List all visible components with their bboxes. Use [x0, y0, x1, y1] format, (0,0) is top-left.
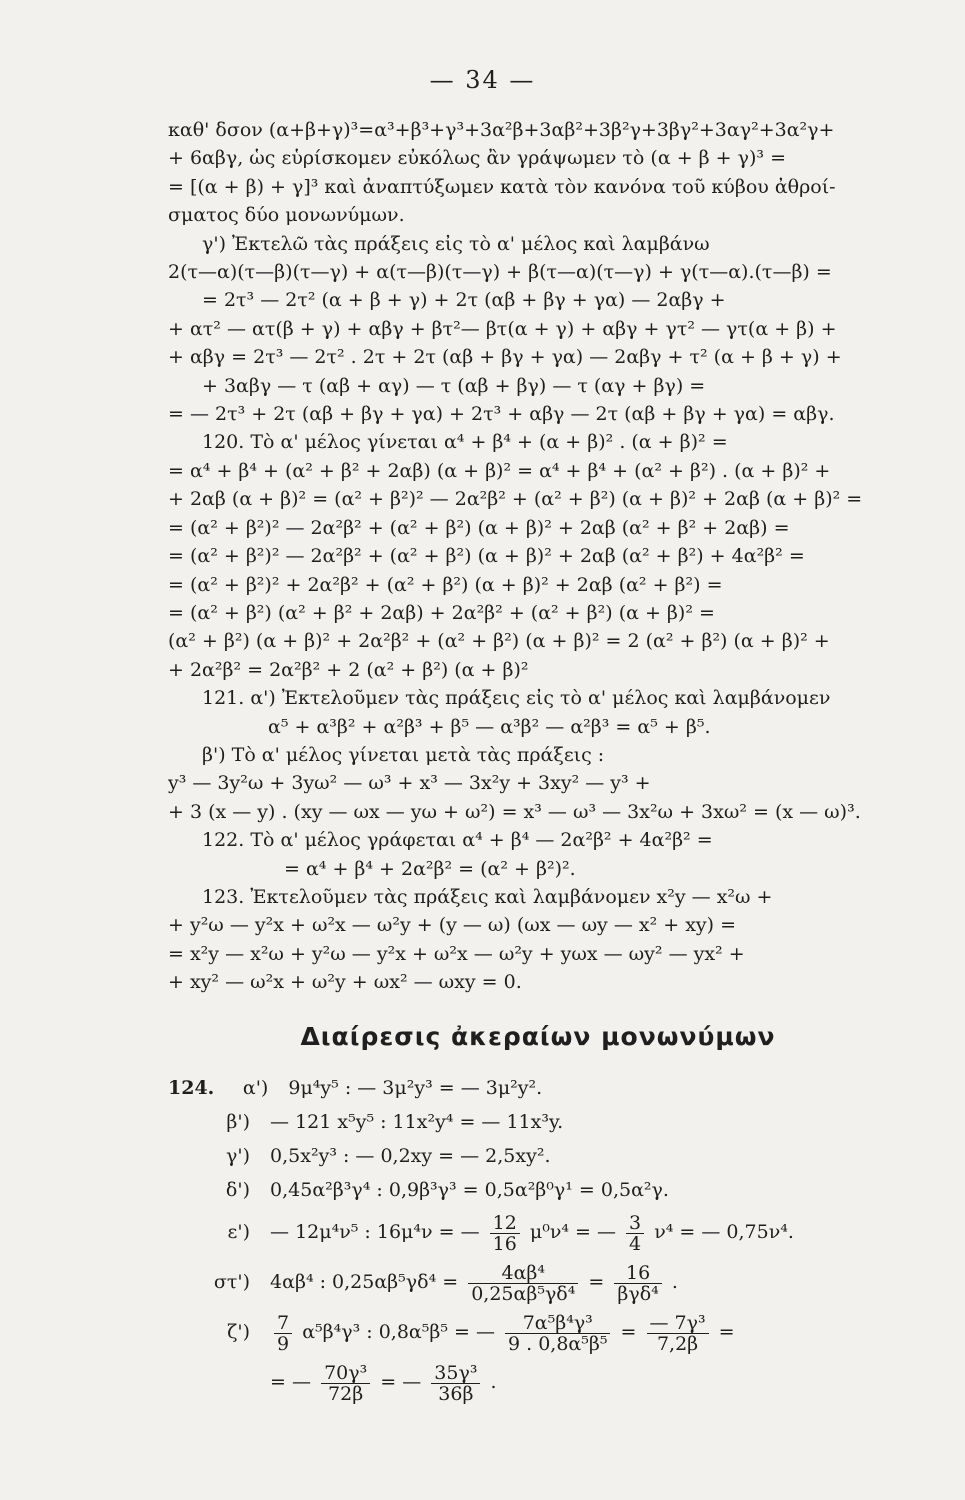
fraction-numerator: 7α⁵β⁴γ³ — [505, 1313, 610, 1334]
fraction-denominator: βγδ⁴ — [617, 1282, 659, 1305]
exercise-124-st — [168, 1257, 908, 1307]
text-line: + 2αβ (α + β)² = (α² + β²)² — 2α²β² + (α² + β²) (α + β)² + 2αβ (α + β)² = — [168, 488, 863, 511]
text-line: + xy² — ω²x + ω²y + ωx² — ωxy = 0. — [168, 971, 522, 994]
item-label: α') — [242, 1077, 269, 1099]
item-text: 0,45α²β³γ⁴ : 0,9β³γ³ = 0,5α²β⁰γ¹ = 0,5α²γ. — [270, 1179, 669, 1201]
fraction-denominator: 7,2β — [656, 1332, 699, 1355]
exercise-120-line: 120. Τὸ α' μέλος γίνεται α⁴ + β⁴ + (α + β)² . (α + β)² = — [202, 431, 728, 454]
item-text: = — — [380, 1371, 422, 1393]
text-line: σματος δύο μονωνύμων. — [168, 204, 405, 227]
item-text: ν⁴ = — 0,75ν⁴. — [654, 1221, 794, 1243]
fraction-numerator: 35γ³ — [431, 1363, 480, 1384]
text-line: + αβγ = 2τ³ — 2τ² . 2τ + 2τ (αβ + βγ + γα) — 2αβγ + τ² (α + β + γ) + — [168, 346, 842, 369]
text-line: = (α² + β²)² + 2α²β² + (α² + β²) (α + β)² + 2αβ (α² + β²) = — [168, 573, 723, 596]
fraction-denominator: 9 — [277, 1332, 290, 1355]
fraction — [321, 1363, 370, 1404]
text-line: καθ' δσον (α+β+γ)³=α³+β³+γ³+3α²β+3αβ²+3β²γ+3βγ²+3αγ²+3α²γ+ — [168, 119, 835, 141]
fraction — [647, 1313, 709, 1354]
text-line: 2(τ—α)(τ—β)(τ—γ) + α(τ—β)(τ—γ) + β(τ—α)(τ—γ) + γ(τ—α).(τ—β) = — [168, 261, 832, 284]
fraction — [490, 1213, 520, 1254]
item-text: — 121 x⁵y⁵ : 11x²y⁴ = — 11x³y. — [270, 1111, 564, 1133]
item-label: ε') — [227, 1221, 250, 1243]
fraction-denominator: 36β — [438, 1382, 474, 1405]
fraction-numerator: 12 — [490, 1213, 520, 1234]
text-line: = (α² + β²)² — 2α²β² + (α² + β²) (α + β)² + 2αβ (α² + β² + 2αβ) = — [168, 516, 790, 539]
text-line: β') Τὸ α' μέλος γίνεται μετὰ τὰς πράξεις : — [202, 743, 605, 766]
fraction-denominator: 9 . 0,8α⁵β⁵ — [508, 1332, 608, 1355]
exercise-124-b — [168, 1105, 908, 1139]
exercise-124-e — [168, 1207, 908, 1257]
fraction-denominator: 4 — [629, 1232, 642, 1255]
text-line: = [(α + β) + γ]³ καὶ ἀναπτύξωμεν κατὰ τὸν κανόνα τοῦ κύβου ἀθροί- — [168, 175, 836, 198]
page-number: — 34 — — [429, 66, 536, 94]
fraction — [468, 1263, 578, 1304]
text-line: + y²ω — y²x + ω²x — ω²y + (y — ω) (ωx — ωy — x² + xy) = — [168, 914, 737, 937]
section-title: Διαίρεσις ἀκεραίων μονωνύμων — [300, 1021, 776, 1051]
fraction-numerator: 3 — [626, 1213, 644, 1234]
fraction — [431, 1363, 480, 1404]
item-text: = — [718, 1321, 735, 1343]
item-text: . — [671, 1271, 678, 1293]
text-line: y³ — 3y²ω + 3yω² — ω³ + x³ — 3x²y + 3xy² — y³ + — [168, 772, 651, 795]
fraction-denominator: 72β — [328, 1382, 364, 1405]
item-label: γ') — [226, 1145, 250, 1167]
item-label: δ') — [225, 1179, 250, 1201]
text-line: = 2τ³ — 2τ² (α + β + γ) + 2τ (αβ + βγ + γα) — 2αβγ + — [202, 289, 726, 312]
text-line: + 6αβγ, ὡς εὑρίσκομεν εὐκόλως ἂν γράψωμεν τὸ (α + β + γ)³ = — [168, 147, 786, 170]
text-line: = x²y — x²ω + y²ω — y²x + ω²x — ω²y + yωx — ωy² — yx² + — [168, 942, 745, 965]
fraction — [626, 1213, 644, 1254]
exercise-122-line: 122. Τὸ α' μέλος γράφεται α⁴ + β⁴ — 2α²β² + 4α²β² = — [202, 829, 713, 852]
text-line: + 3αβγ — τ (αβ + αγ) — τ (αβ + βγ) — τ (αγ + βγ) = — [202, 374, 706, 397]
item-text: μ⁰ν⁴ = — — [529, 1221, 616, 1243]
page-content — [168, 116, 908, 1407]
item-text: α⁵β⁴γ³ : 0,8α⁵β⁵ = — — [302, 1321, 495, 1343]
item-label: στ') — [213, 1271, 250, 1293]
item-text: . — [490, 1371, 497, 1393]
exercise-124-c — [168, 1139, 908, 1173]
item-text: — 12μ⁴ν⁵ : 16μ⁴ν = — — [270, 1221, 480, 1243]
exercise-124-z — [168, 1307, 908, 1357]
exercise-121-line: 121. α') Ἐκτελοῦμεν τὰς πράξεις εἰς τὸ α' μέλος καὶ λαμβάνομεν — [202, 687, 831, 710]
item-text: 4αβ⁴ : 0,25αβ⁵γδ⁴ = — [270, 1271, 459, 1293]
fraction-denominator: 0,25αβ⁵γδ⁴ — [471, 1282, 576, 1305]
fraction — [505, 1313, 610, 1354]
fraction-numerator: 70γ³ — [321, 1363, 370, 1384]
fraction-numerator: 16 — [614, 1263, 661, 1284]
exercise-123-line: 123. Ἐκτελοῦμεν τὰς πράξεις καὶ λαμβάνομεν x²y — x²ω + — [202, 885, 773, 908]
exercise-124-a — [168, 1071, 908, 1105]
item-text: = — [588, 1271, 605, 1293]
fraction — [274, 1313, 292, 1354]
text-line: + ατ² — ατ(β + γ) + αβγ + βτ²— βτ(α + γ) + αβγ + γτ² — γτ(α + β) + — [168, 317, 837, 340]
item-text: = — [620, 1321, 637, 1343]
fraction-numerator: 4αβ⁴ — [468, 1263, 578, 1284]
text-line: α⁵ + α³β² + α²β³ + β⁵ — α³β² — α²β³ = α⁵ + β⁵. — [268, 715, 711, 738]
fraction — [614, 1263, 661, 1304]
exercise-124-d — [168, 1173, 908, 1207]
item-text: 0,5x²y³ : — 0,2xy = — 2,5xy². — [270, 1145, 551, 1167]
item-label: β') — [226, 1111, 250, 1133]
text-line: + 2α²β² = 2α²β² + 2 (α² + β²) (α + β)² — [168, 658, 529, 681]
item-text: 9μ⁴y⁵ : — 3μ²y³ = — 3μ²y². — [288, 1077, 543, 1099]
exercise-124-z-continued — [168, 1357, 908, 1407]
text-line: (α² + β²) (α + β)² + 2α²β² + (α² + β²) (α + β)² = 2 (α² + β²) (α + β)² + — [168, 630, 830, 653]
exercise-number: 124. — [168, 1077, 215, 1099]
fraction-denominator: 16 — [492, 1232, 517, 1255]
text-line: = (α² + β²) (α² + β² + 2αβ) + 2α²β² + (α² + β²) (α + β)² = — [168, 601, 715, 624]
text-line: γ') Ἐκτελῶ τὰς πράξεις εἰς τὸ α' μέλος καὶ λαμβάνω — [202, 232, 710, 255]
item-label: ζ') — [227, 1321, 250, 1343]
fraction-numerator: — 7γ³ — [647, 1313, 709, 1334]
fraction-numerator: 7 — [274, 1313, 292, 1334]
text-line: = α⁴ + β⁴ + 2α²β² = (α² + β²)². — [284, 857, 576, 880]
item-text: = — — [270, 1371, 312, 1393]
text-line: + 3 (x — y) . (xy — ωx — yω + ω²) = x³ — ω³ — 3x²ω + 3xω² = (x — ω)³. — [168, 800, 861, 823]
text-line: = (α² + β²)² — 2α²β² + (α² + β²) (α + β)² + 2αβ (α² + β²) + 4α²β² = — [168, 545, 805, 568]
text-line: = — 2τ³ + 2τ (αβ + βγ + γα) + 2τ³ + αβγ — 2τ (αβ + βγ + γα) = αβγ. — [168, 403, 835, 426]
text-line: = α⁴ + β⁴ + (α² + β² + 2αβ) (α + β)² = α⁴ + β⁴ + (α² + β²) . (α + β)² + — [168, 459, 831, 482]
